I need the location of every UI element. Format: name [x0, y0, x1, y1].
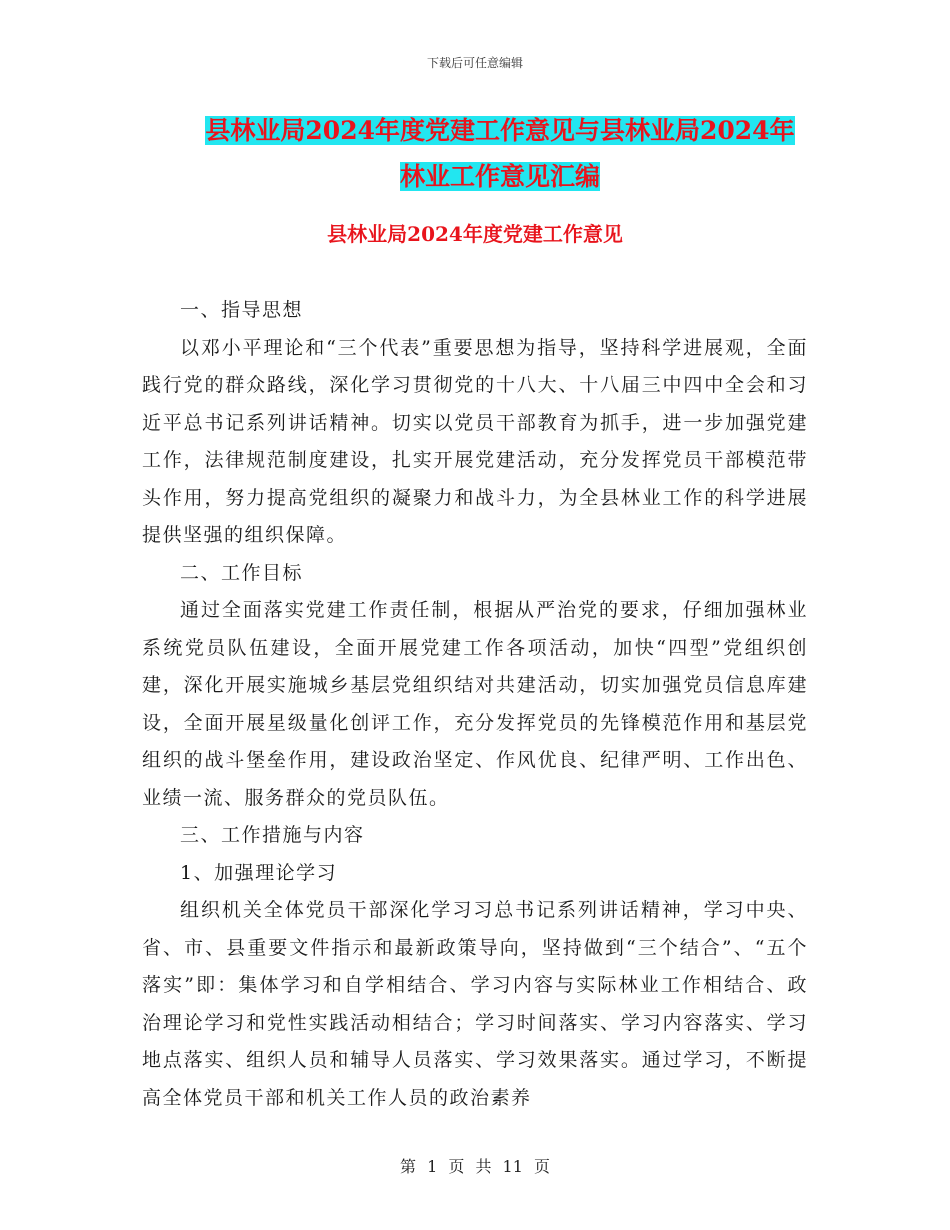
paragraph-guiding-ideology: 以邓小平理论和“三个代表”重要思想为指导，坚持科学进展观，全面践行党的群众路线，深化学习贯彻党的十八大、十八届三中四中全会和习近平总书记系列讲话精神。切实以党员干部教育为抓手，进一步加强党建工作，法律规范制度建设，扎实开展党建活动，充分发挥党员干部模范带头作用，努力提高党组织的凝聚力和战斗力，为全县林业工作的科学进展提供坚强的组织保障。	[142, 336, 808, 546]
section-title: 县林业局2024年度党建工作意见	[327, 222, 623, 246]
heading-work-goals: 二、工作目标	[180, 561, 304, 584]
page-number: 第 1 页 共 11 页	[400, 1157, 550, 1176]
heading-measures: 三、工作措施与内容	[180, 824, 365, 846]
document-title-line-1: 县林业局2024年度党建工作意见与县林业局2024年	[205, 116, 795, 145]
heading-theory-study: 1、加强理论学习	[180, 861, 338, 884]
paragraph-work-goals: 通过全面落实党建工作责任制，根据从严治党的要求，仔细加强林业系统党员队伍建设，全面开展党建工作各项活动，加快“四型”党组织创建，深化开展实施城乡基层党组织结对共建活动，切实加强党员信息库建设，全面开展星级量化创评工作，充分发挥党员的先锋模范作用和基层党组织的战斗堡垒作用，建设政治坚定、作风优良、纪律严明、工作出色、业绩一流、服务群众的党员队伍。	[142, 599, 808, 809]
document-title-line-2: 林业工作意见汇编	[399, 162, 600, 191]
document-title	[170, 108, 830, 200]
paragraph-theory-study: 组织机关全体党员干部深化学习习总书记系列讲话精神，学习中央、省、市、县重要文件指示和最新政策导向，坚持做到“三个结合”、“五个落实”即：集体学习和自学相结合、学习内容与实际林业工作相结合、政治理论学习和党性实践活动相结合；学习时间落实、学习内容落实、学习地点落实、组织人员和辅导人员落实、学习效果落实。通过学习，不断提高全体党员干部和机关工作人员的政治素养	[142, 899, 808, 1109]
heading-guiding-ideology: 一、指导思想	[180, 299, 304, 321]
document-body	[142, 292, 808, 1117]
header-note: 下载后可任意编辑	[426, 56, 523, 70]
